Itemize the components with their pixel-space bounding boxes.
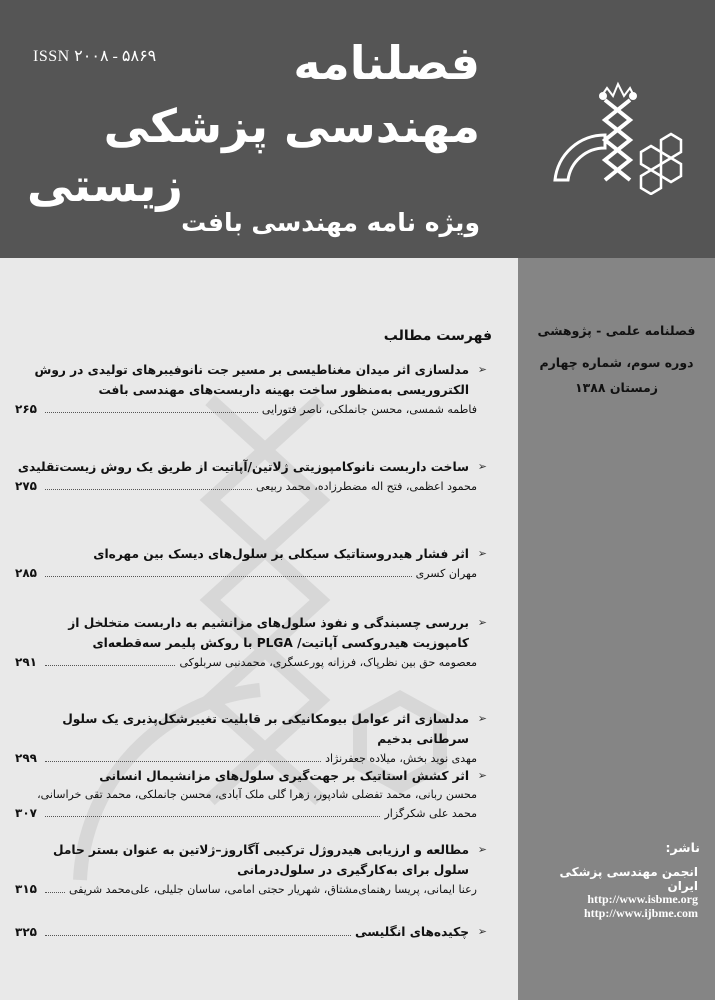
arrow-marker-icon: ➢	[477, 547, 487, 560]
website-link-2[interactable]: http://www.ijbme.com	[584, 906, 698, 920]
toc-entry-5[interactable]	[15, 709, 487, 768]
page-number: ۲۷۵	[15, 479, 37, 493]
arrow-marker-icon: ➢	[477, 925, 487, 938]
page-number: ۳۰۷	[15, 806, 37, 820]
article-title: مدلسازی اثر میدان مغناطیسی بر مسیر جت نانوفیبرهای تولیدی در روش الکتروریسی به‌منظور ساخت بهینه داربست‌های مهندسی بافت	[34, 363, 469, 397]
page-number: ۳۱۵	[15, 882, 37, 896]
leader-dots	[45, 576, 412, 577]
arrow-marker-icon: ➢	[477, 712, 487, 725]
toc-entry-8[interactable]	[15, 922, 487, 942]
journal-title-line3: زیستی	[27, 158, 183, 212]
publisher-name: انجمن مهندسی پزشکی ایران	[559, 865, 698, 893]
page-number: ۲۹۹	[15, 751, 37, 765]
toc-entry-1[interactable]	[15, 360, 487, 419]
arrow-marker-icon: ➢	[477, 769, 487, 782]
article-title: اثر فشار هیدروستاتیک سیکلی بر سلول‌های دیسک بین مهره‌ای	[93, 547, 469, 561]
cover-header	[0, 0, 715, 258]
toc-entry-4[interactable]	[15, 613, 487, 672]
leader-dots	[45, 412, 258, 413]
article-title: بررسی چسبندگی و نفوذ سلول‌های مزانشیم به داربست متخلخل از کامپوزیت هیدروکسی آپاتیت/ PLGA با روکش پلیمر سه‌قطعه‌ای	[68, 616, 469, 650]
leader-dots	[45, 816, 380, 817]
article-title: مدلسازی اثر عوامل بیومکانیکی بر قابلیت تغییرشکل‌پذیری یک سلول سرطانی بدخیم	[62, 712, 469, 746]
publisher-label: ناشر:	[665, 840, 700, 855]
article-authors: معصومه حق بین نظرپاک، فرزانه پورعسگری، محمدنبی سربلوکی	[179, 656, 477, 669]
society-logo-icon	[545, 80, 695, 195]
page-number: ۲۶۵	[15, 402, 37, 416]
toc-entry-3[interactable]	[15, 544, 487, 583]
article-authors: محمود اعظمی، فتح اله مضطرزاده، محمد ربیعی	[255, 480, 477, 493]
volume-issue: دوره سوم، شماره چهارم	[539, 355, 694, 370]
article-authors: رعنا ایمانی، پریسا رهنمای‌مشتاق، شهریار حجتی امامی، ساسان جلیلی، علی‌محمد شریفی	[69, 883, 477, 896]
arrow-marker-icon: ➢	[477, 460, 487, 473]
journal-title-line1: فصلنامه	[293, 36, 480, 90]
article-authors: فاطمه شمسی، محسن جانملکی، ناصر فتورایی	[261, 403, 477, 416]
leader-dots	[45, 935, 351, 936]
arrow-marker-icon: ➢	[477, 363, 487, 376]
special-issue-title: ویژه نامه مهندسی بافت	[181, 208, 480, 237]
article-title: اثر کشش استاتیک بر جهت‌گیری سلول‌های مزانشیمال انسانی	[99, 769, 469, 783]
website-link-1[interactable]: http://www.isbme.org	[587, 892, 698, 906]
article-title: چکیده‌های انگلیسی	[354, 925, 469, 939]
page-number: ۲۸۵	[15, 566, 37, 580]
journal-type: فصلنامه علمی - پژوهشی	[537, 323, 696, 338]
arrow-marker-icon: ➢	[477, 616, 487, 629]
toc-entry-2[interactable]	[15, 457, 487, 496]
page-number: ۲۹۱	[15, 655, 37, 669]
toc-heading: فهرست مطالب	[383, 328, 492, 344]
journal-title-line2: مهندسی پزشکی	[103, 99, 480, 153]
toc-entry-6[interactable]	[15, 766, 487, 823]
issn-number: ISSN ۲۰۰۸ - ۵۸۶۹	[33, 48, 157, 65]
article-authors: محمد علی شکرگزار	[384, 807, 477, 820]
toc-entry-7[interactable]	[15, 840, 487, 899]
page-number: ۳۲۵	[15, 925, 37, 939]
article-authors: مهران کسری	[415, 567, 477, 580]
leader-dots	[45, 665, 175, 666]
arrow-marker-icon: ➢	[477, 843, 487, 856]
article-authors-line1: محسن ربانی، محمد تفضلی شادپور، زهرا گلی ملک آبادی، محسن جانملکی، محمد تقی خراسانی،	[37, 788, 477, 801]
article-authors: مهدی نوید بخش، میلاده جعفرنژاد	[325, 752, 477, 765]
article-title: ساخت داربست نانوکامپوزیتی ژلاتین/آپاتیت از طریق یک روش زیست‌تقلیدی	[17, 460, 469, 474]
article-title: مطالعه و ارزیابی هیدروژل ترکیبی آگاروز–ژلاتین به عنوان بستر حامل سلول برای به‌کارگیری در سلول‌درمانی	[52, 843, 469, 877]
leader-dots	[45, 761, 321, 762]
leader-dots	[45, 489, 252, 490]
leader-dots	[45, 892, 65, 893]
season-year: زمستان ۱۳۸۸	[574, 380, 658, 395]
